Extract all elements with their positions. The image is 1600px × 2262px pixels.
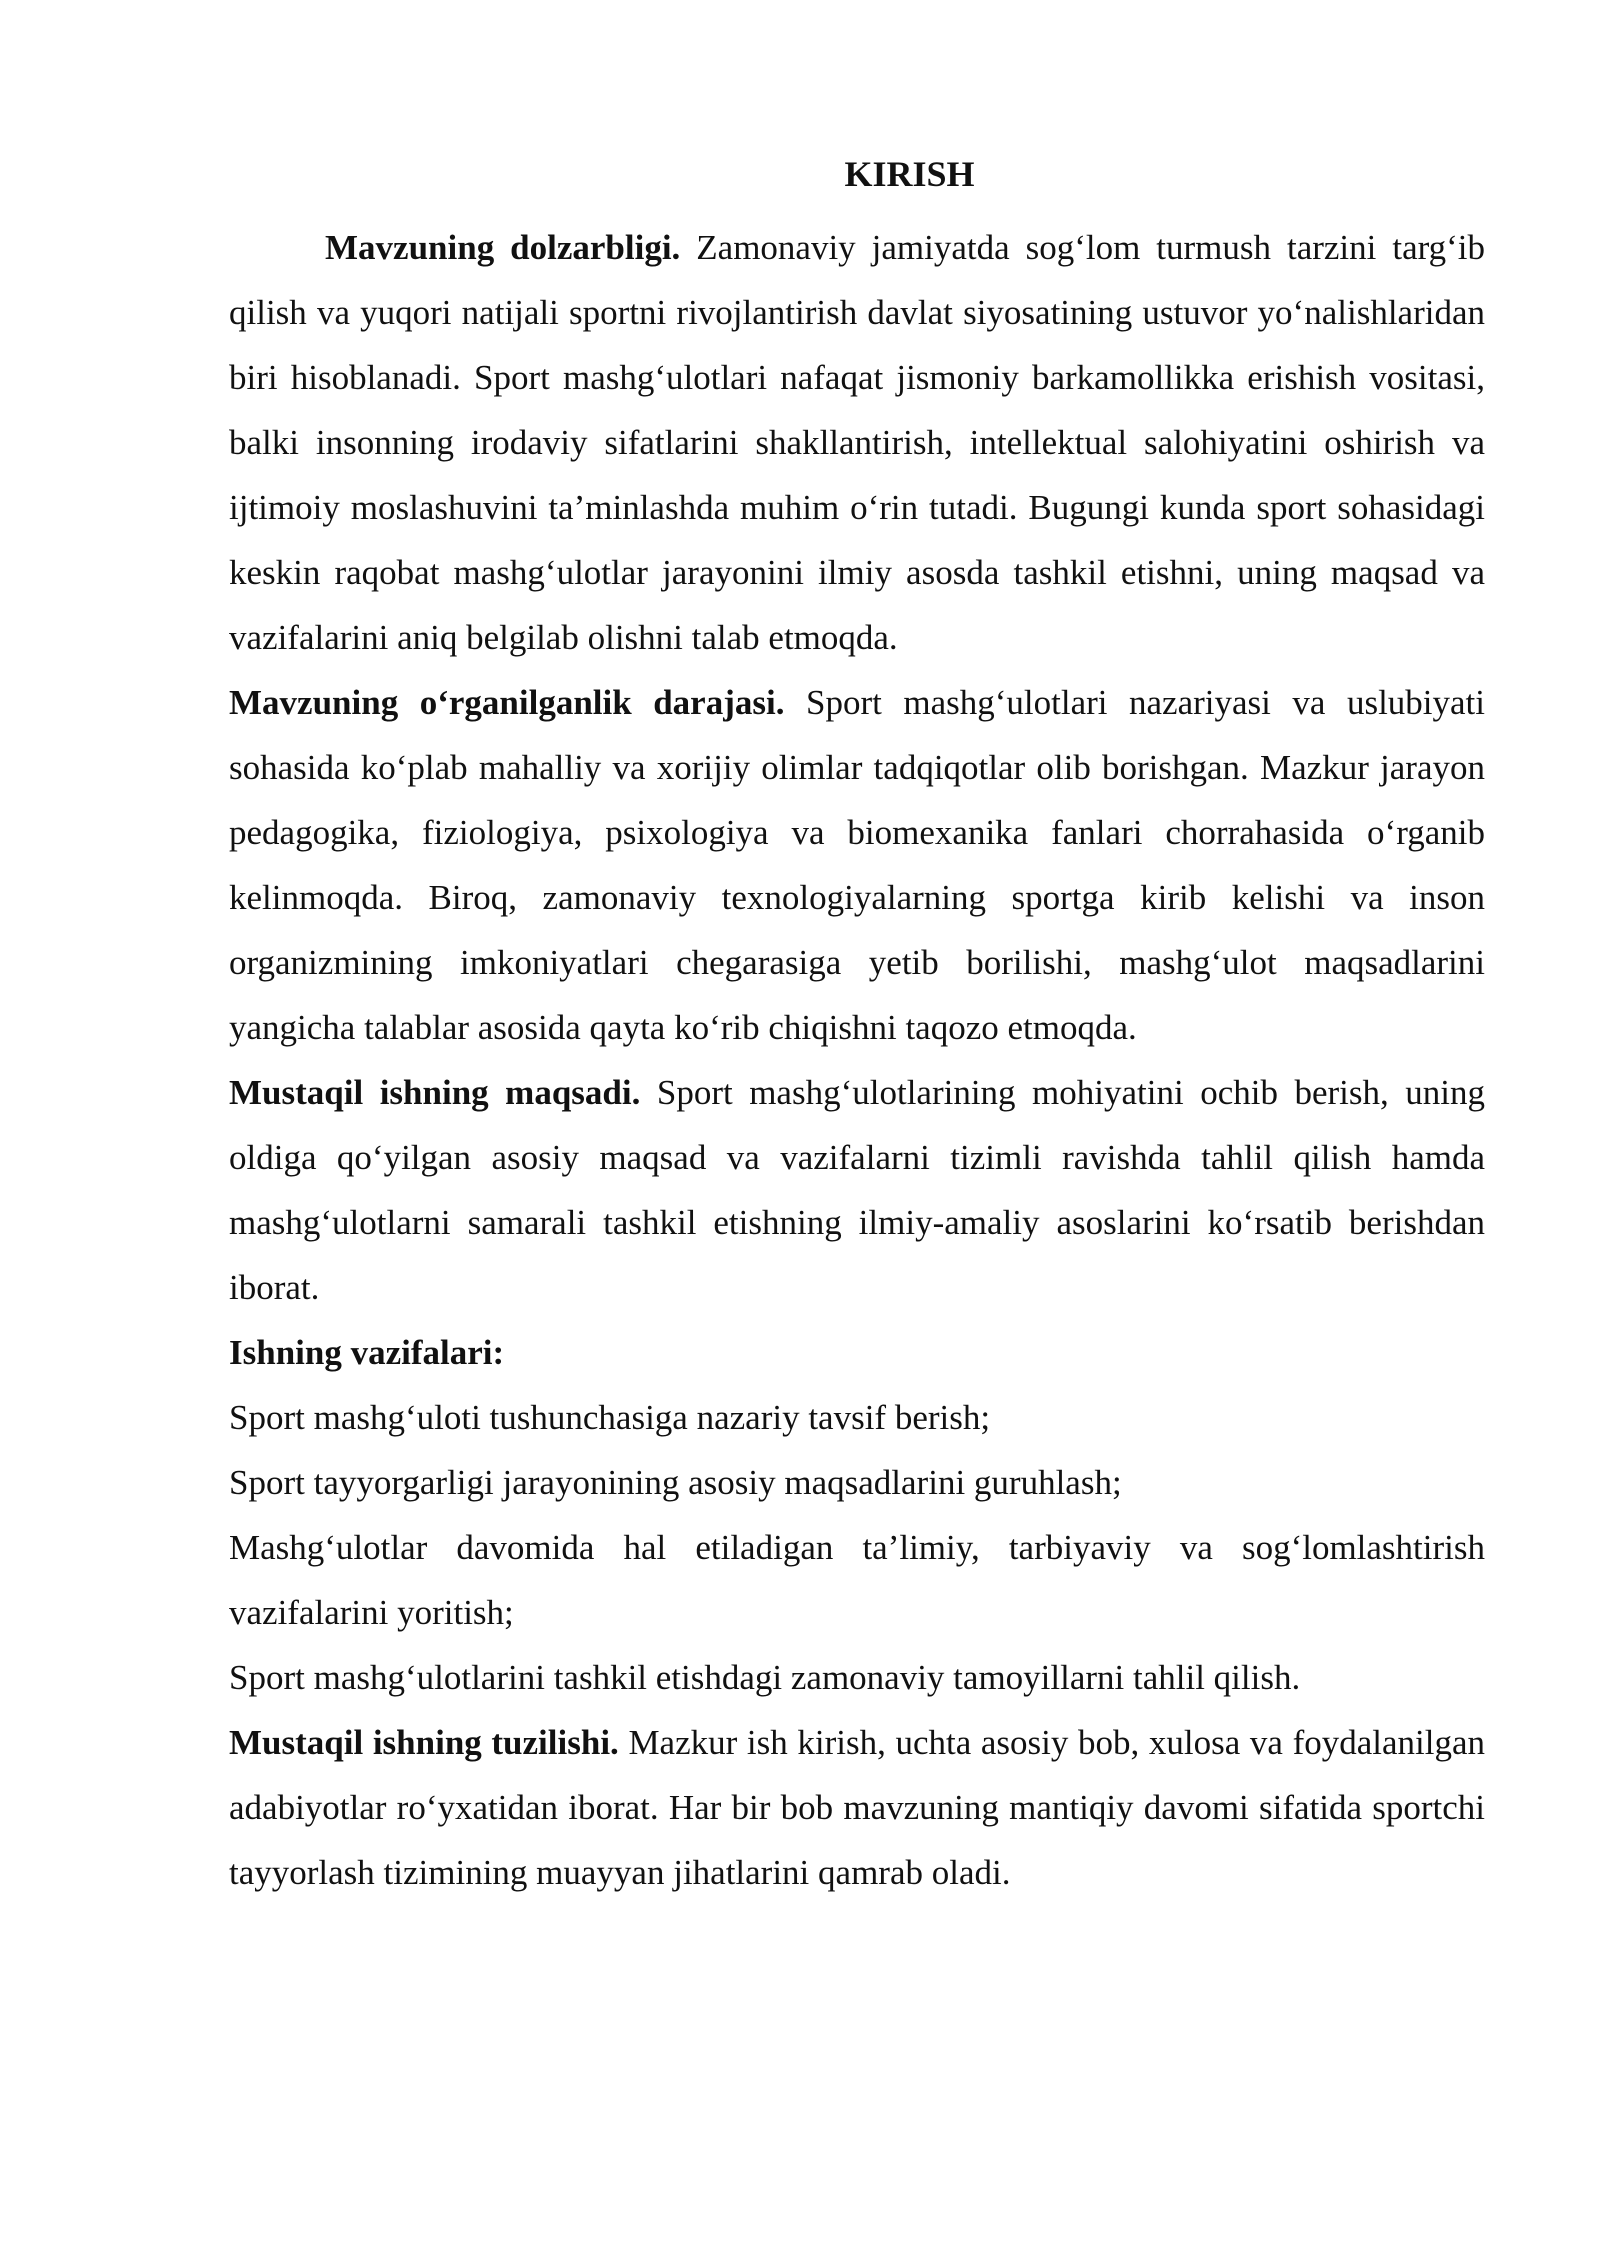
goal-lead: Mustaqil ishning maqsadi.: [229, 1073, 641, 1112]
tasks-list: [229, 1385, 1485, 1710]
tasks-heading: Ishning vazifalari:: [229, 1333, 505, 1372]
goal-paragraph: [229, 1060, 1485, 1320]
study-degree-text: Sport mashg‘ulotlari nazariyasi va uslubiyati sohasida ko‘plab mahalliy va xorijiy olimlar tadqiqotlar olib borishgan. Mazkur jarayon pedagogika, fiziologiya, psixologiya va biomexanika fanlari chorrahasida o‘rganib kelinmoqda. Biroq, zamonaviy texnologiyalarning sportga kirib kelishi va inson organizmining imkoniyatlari chegarasiga yetib borilishi, mashg‘ulot maqsadlarini yangicha talablar asosida qayta ko‘rib chiqishni taqozo etmoqda.: [229, 683, 1486, 1047]
task-item: Sport mashg‘uloti tushunchasiga nazariy tavsif berish;: [229, 1398, 991, 1437]
relevance-lead: Mavzuning dolzarbligi.: [325, 228, 681, 267]
relevance-paragraph: [229, 215, 1485, 670]
task-item: Mashg‘ulotlar davomida hal etiladigan ta’limiy, tarbiyaviy va sog‘lomlashtirish vazifalarini yoritish;: [229, 1528, 1485, 1632]
structure-paragraph: [229, 1710, 1485, 1905]
goal-text: Sport mashg‘ulotlarining mohiyatini ochib berish, uning oldiga qo‘yilgan asosiy maqsad va vazifalarni tizimli ravishda tahlil qilish hamda mashg‘ulotlarni samarali tashkil etishning ilmiy-amaliy asoslarini ko‘rsatib berishdan iborat.: [229, 1073, 1485, 1307]
document-page: [229, 150, 1485, 1905]
relevance-text: Zamonaviy jamiyatda sog‘lom turmush tarzini targ‘ib qilish va yuqori natijali sportni rivojlantirish davlat siyosatining ustuvor yo‘nalishlaridan biri hisoblanadi. Sport mashg‘ulotlari nafaqat jismoniy barkamollikka erishish vositasi, balki insonning irodaviy sifatlarini shakllantirish, intellektual salohiyatini oshirish va ijtimoiy moslashuvini ta’minlashda muhim o‘rin tutadi. Bugungi kunda sport sohasidagi keskin raqobat mashg‘ulotlar jarayonini ilmiy asosda tashkil etishni, uning maqsad va vazifalarini aniq belgilab olishni talab etmoqda.: [229, 228, 1486, 657]
structure-lead: Mustaqil ishning tuzilishi.: [229, 1723, 619, 1762]
study-degree-paragraph: [229, 670, 1485, 1060]
structure-text: Mazkur ish kirish, uchta asosiy bob, xulosa va foydalanilgan adabiyotlar ro‘yxatidan iborat. Har bir bob mavzuning mantiqiy davomi sifatida sportchi tayyorlash tizimining muayyan jihatlarini qamrab oladi.: [229, 1723, 1486, 1892]
page-title: KIRISH: [844, 154, 975, 194]
study-degree-lead: Mavzuning o‘rganilganlik darajasi.: [229, 683, 785, 722]
task-item: Sport tayyorgarligi jarayonining asosiy maqsadlarini guruhlash;: [229, 1463, 1122, 1502]
task-item: Sport mashg‘ulotlarini tashkil etishdagi zamonaviy tamoyillarni tahlil qilish.: [229, 1658, 1301, 1697]
